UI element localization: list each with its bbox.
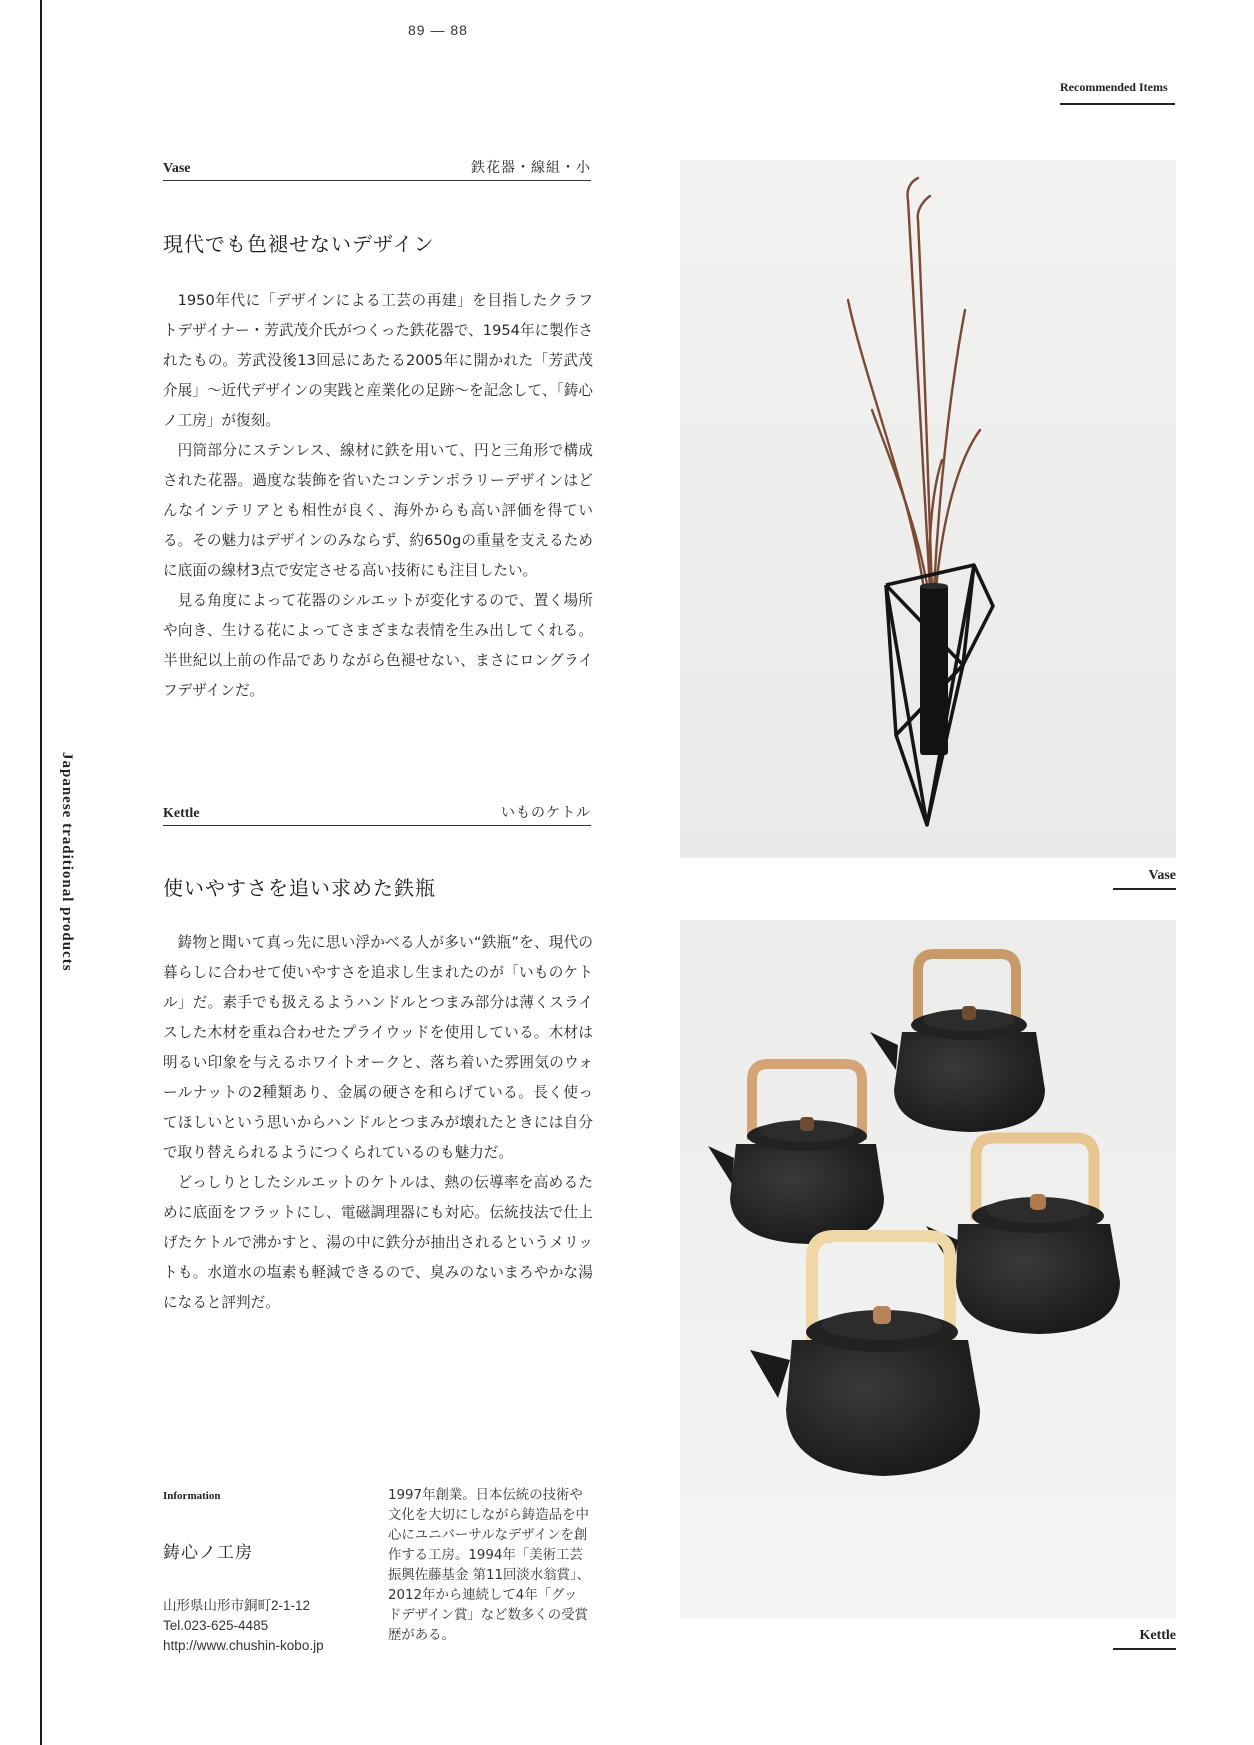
recommended-items-label: Recommended Items [1060,80,1175,105]
vase-label-en: Vase [163,161,191,176]
description-line: 作する工房。1994年「美術工芸 [388,1548,583,1563]
page-number: 89 — 88 [408,22,468,38]
kettle-photo [680,920,1176,1618]
studio-name: 鋳心ノ工房 [163,1543,253,1563]
kettle-photo-caption: Kettle [1113,1628,1176,1650]
kettle-section-header [163,801,591,826]
description-line: 振興佐藤基金 第11回淡水翁賞」、 [388,1568,591,1583]
kettle-heading: 使いやすさを追い求めた鉄瓶 [163,876,436,900]
vase-paragraph-3: 見る角度によって花器のシルエットが変化するので、置く場所や向き、生ける花によってさまざまな表情を生み出してくれる。半世紀以上前の作品でありながら色褪せない、まさにロングライフデザインだ。 [163,592,593,699]
vase-cylinder-graphic [920,585,948,755]
vase-heading: 現代でも色褪せないデザイン [163,232,435,256]
section-side-label: Japanese traditional products [59,752,75,972]
studio-tel: Tel.023-625-4485 [163,1618,269,1633]
studio-address: 山形県山形市銅町2-1-12 [163,1598,311,1613]
kettle-label-en: Kettle [163,806,200,821]
description-line: 歴がある。 [388,1628,455,1643]
vase-body [163,286,593,706]
description-line: ドデザイン賞」など数多くの受賞 [388,1608,588,1623]
description-line: 心にユニバーサルなデザインを創 [388,1528,588,1543]
kettle-body [163,928,593,1318]
kettle-label-jp: いものケトル [501,805,591,821]
description-line: 文化を大切にしながら鋳造品を中 [388,1508,589,1523]
vase-photo [680,160,1176,858]
vase-paragraph-2: 円筒部分にステンレス、線材に鉄を用いて、円と三角形で構成された花器。過度な装飾を省いたコンテンポラリーデザインはどんなインテリアとも相性が良く、海外からも高い評価を得ている。その魅力はデザインのみならず、約650gの重量を支えるために底面の線材3点で安定させる高い技術にも注目したい。 [163,442,593,579]
vase-photo-caption: Vase [1113,868,1176,890]
page-spine [40,0,42,1745]
vase-paragraph-1: 1950年代に「デザインによる工芸の再建」を目指したクラフトデザイナー・芳武茂介氏がつくった鉄花器で、1954年に製作されたもの。芳武没後13回忌にあたる2005年に開かれた「芳武茂介展」〜近代デザインの実践と産業化の足跡〜を記念して、「鋳心ノ工房」が復刻。 [163,292,593,429]
vase-label-jp: 鉄花器・線組・小 [471,160,591,176]
information-label: Information [163,1490,221,1502]
studio-url[interactable]: http://www.chushin-kobo.jp [163,1638,324,1653]
vase-section-header [163,156,591,181]
studio-description [388,1486,598,1646]
contact-block [163,1596,324,1656]
kettle-paragraph-1: 鋳物と聞いて真っ先に思い浮かべる人が多い“鉄瓶”を、現代の暮らしに合わせて使いやすさを追求し生まれたのが「いものケトル」だ。素手でも扱えるようハンドルとつまみ部分は薄くスライスした木材を重ね合わせたプライウッドを使用している。木材は明るい印象を与えるホワイトオークと、落ち着いた雰囲気のウォールナットの2種類あり、金属の硬さを和らげている。長く使ってほしいという思いからハンドルとつまみが壊れたときには自分で取り替えられるようにつくられているのも魅力だ。 [163,934,593,1161]
kettle-paragraph-2: どっしりとしたシルエットのケトルは、熱の伝導率を高めるために底面をフラットにし、電磁調理器にも対応。伝統技法で仕上げたケトルで沸かすと、湯の中に鉄分が抽出されるというメリットも。水道水の塩素も軽減できるので、臭みのないまろやかな湯になると評判だ。 [163,1174,593,1311]
description-line: 2012年から連続して4年「グッ [388,1588,578,1603]
description-line: 1997年創業。日本伝統の技術や [388,1488,583,1503]
